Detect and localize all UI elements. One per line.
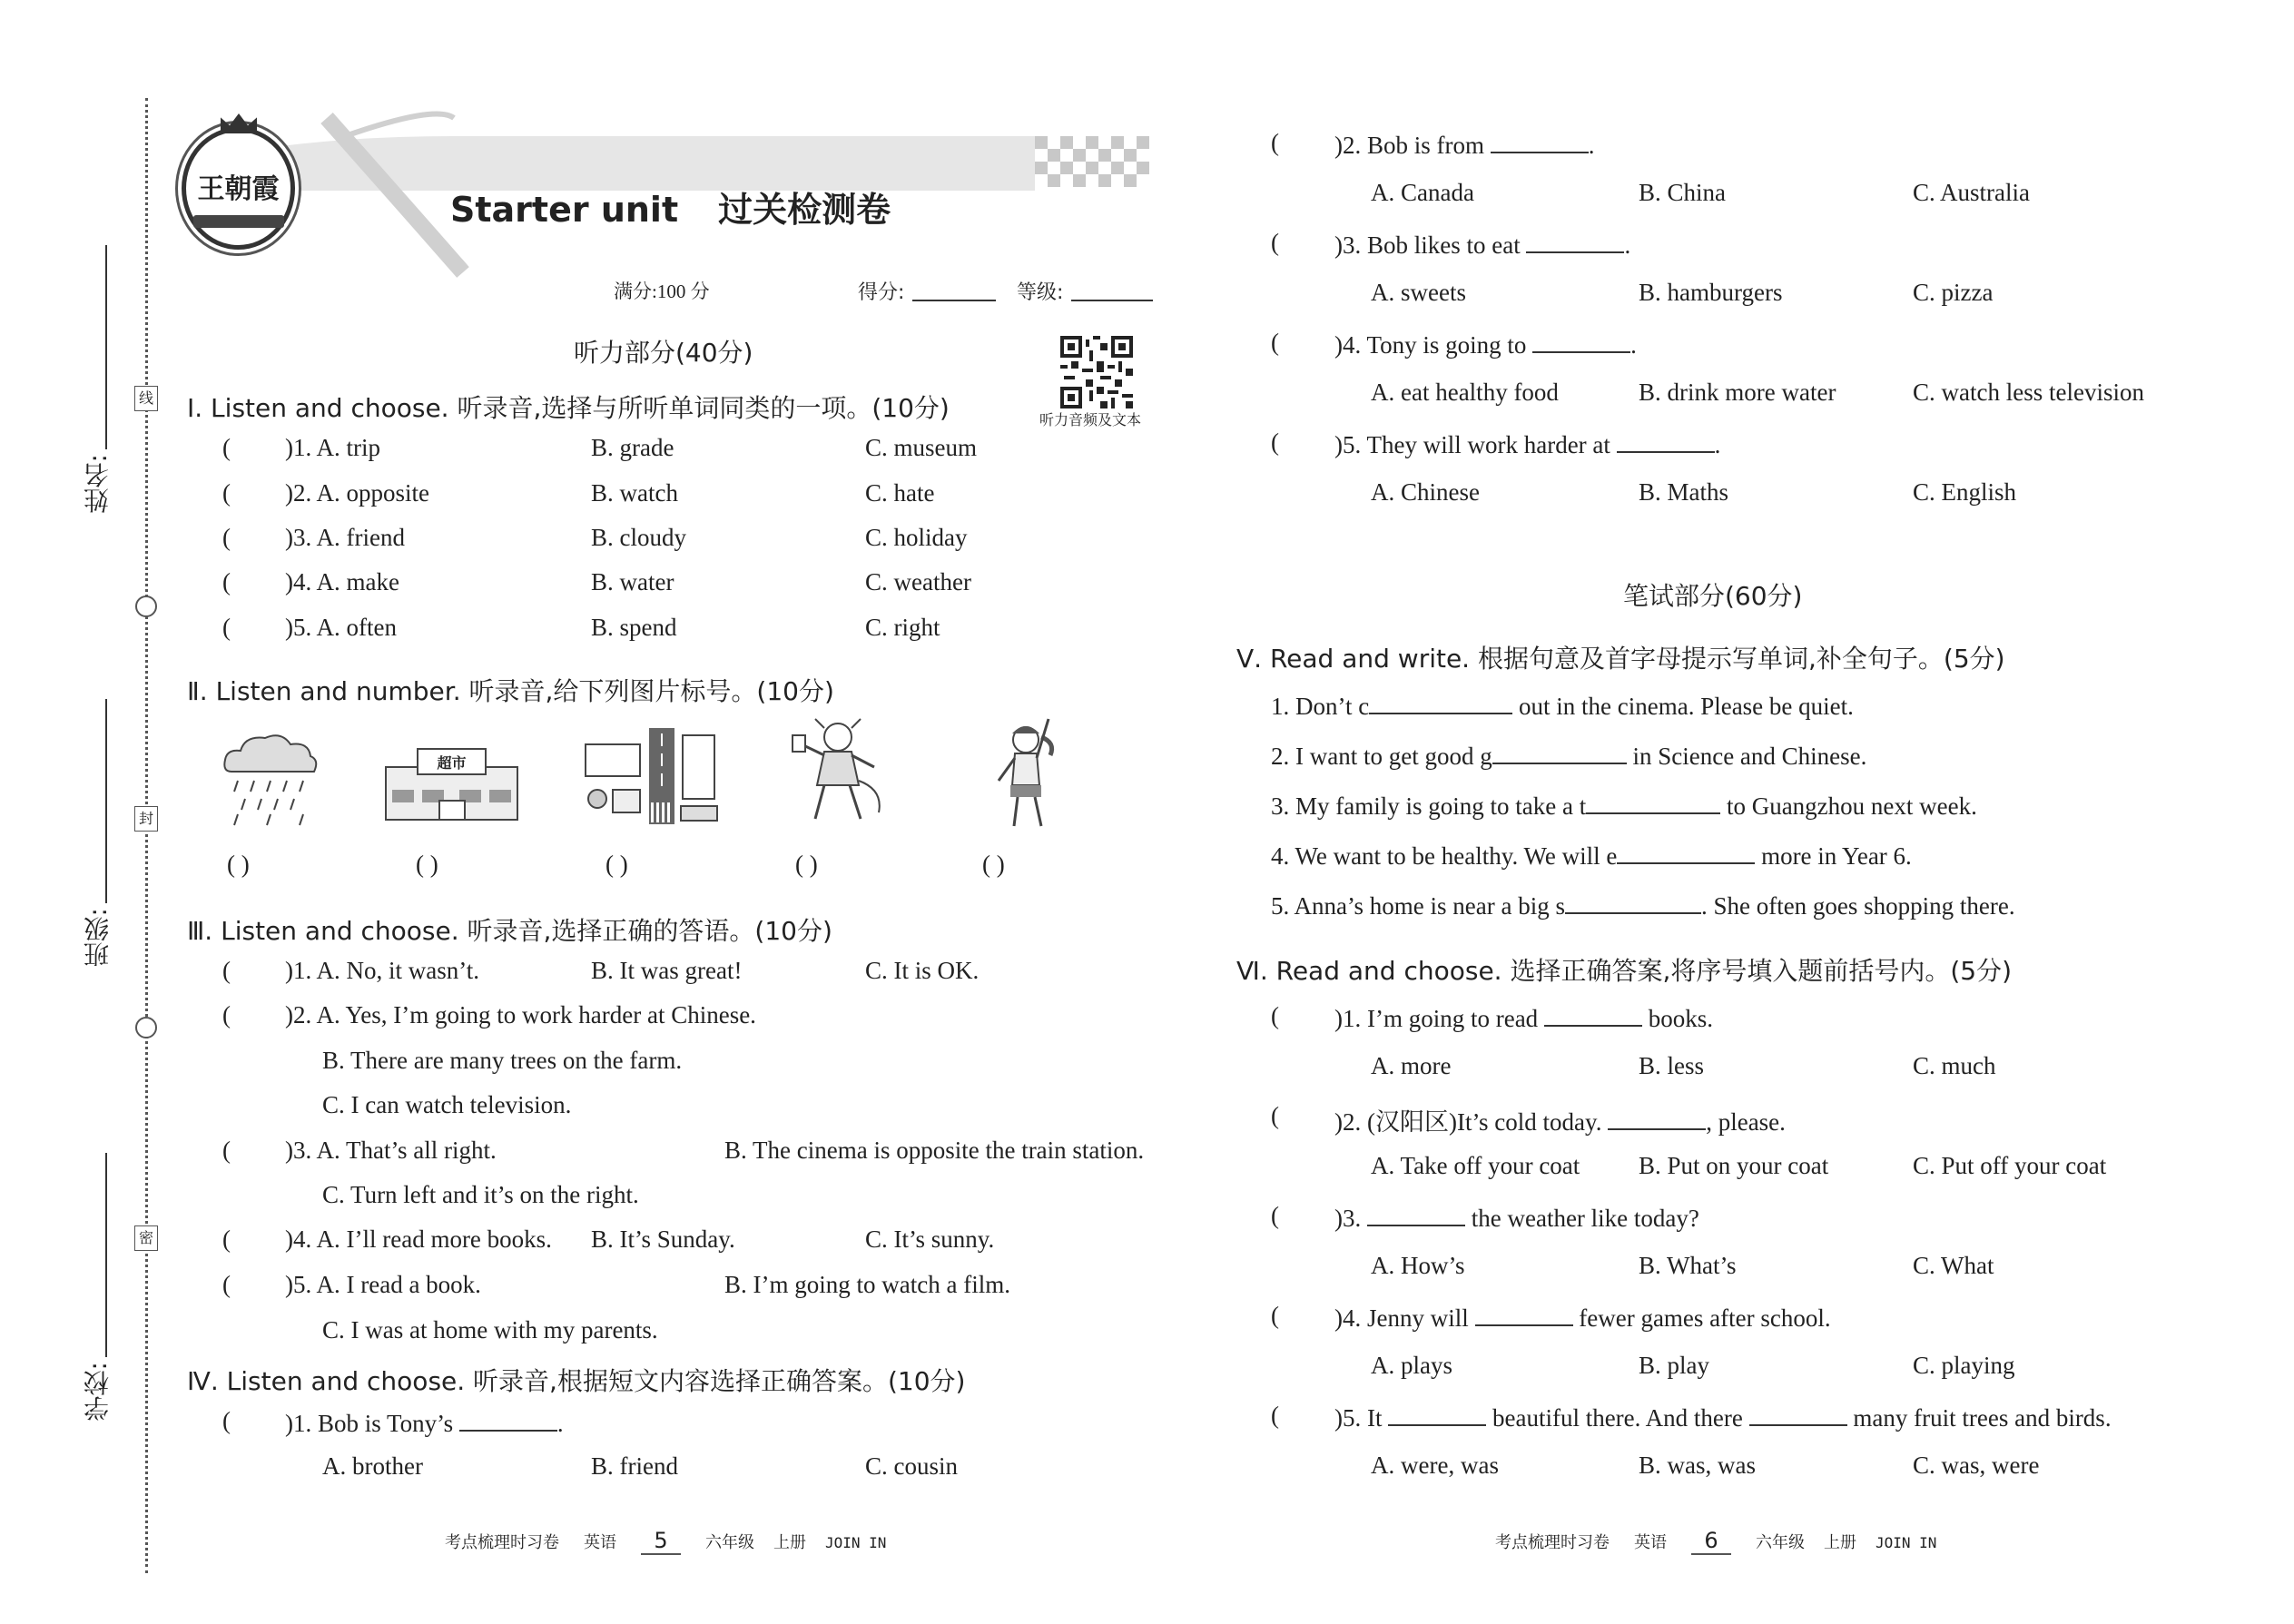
section-2-title: Ⅱ. Listen and number. 听录音,给下列图片标号。(10分)	[187, 676, 834, 706]
s5-q1-blank[interactable]	[1369, 690, 1512, 714]
listening-part-title: 听力部分(40分)	[574, 338, 753, 368]
s3-q2-c: C. I can watch television.	[322, 1091, 572, 1118]
s6-q5-mid: beautiful there. And there	[1492, 1404, 1743, 1432]
footer-series: JOIN IN	[1876, 1534, 1937, 1551]
page-number: 6	[1691, 1528, 1731, 1555]
s6-q2-c: C. Put off your coat	[1913, 1152, 2107, 1179]
s6-q1-post: books.	[1648, 1005, 1713, 1032]
s6-q5-post: many fruit trees and birds.	[1853, 1404, 2112, 1432]
class-field-line[interactable]	[105, 699, 107, 903]
footer-book: 考点梳理时习卷	[1495, 1533, 1610, 1551]
s3-q4-c: C. It’s sunny.	[865, 1225, 995, 1253]
answer-paren[interactable]: (	[222, 1137, 231, 1164]
s6-q2-stem	[1334, 1102, 1786, 1137]
s3-q2-a: )2. A. Yes, I’m going to work harder at Chinese.	[285, 1001, 756, 1029]
picture-street	[581, 726, 722, 826]
footer-right	[1495, 1528, 1936, 1555]
s6-q3-blank[interactable]	[1367, 1202, 1465, 1226]
answer-paren[interactable]: (	[1271, 229, 1279, 256]
s1-q5-b: B. spend	[591, 614, 677, 641]
binding-dotted-line	[145, 98, 148, 1573]
s4-q4-a: A. eat healthy food	[1371, 379, 1559, 406]
s5-q1	[1271, 690, 1854, 721]
s6-q1-c: C. much	[1913, 1052, 1996, 1079]
score-label: 得分:	[858, 281, 905, 304]
s6-q5-blank-1[interactable]	[1388, 1402, 1486, 1426]
score-field[interactable]	[912, 300, 996, 301]
binding-circle-2	[135, 1017, 157, 1038]
s1-q2-b: B. watch	[591, 479, 678, 507]
s5-q5-post: . She often goes shopping there.	[1700, 892, 2015, 920]
cut-mark-seal: 封	[134, 806, 158, 832]
s1-q3-a: )3. A. friend	[285, 524, 405, 551]
answer-paren[interactable]: (	[1271, 428, 1279, 456]
s6-q3-c: C. What	[1913, 1252, 1994, 1279]
full-score: 满分:100 分	[614, 281, 710, 302]
s6-q1-b: B. less	[1639, 1052, 1705, 1079]
s4-q2-stem-text: )2. Bob is from	[1334, 132, 1484, 159]
s6-q1-blank[interactable]	[1544, 1002, 1642, 1027]
s3-q1-a: )1. A. No, it wasn’t.	[285, 957, 479, 984]
s6-q3-pre: )3.	[1334, 1205, 1362, 1232]
answer-paren[interactable]: (	[222, 1271, 231, 1298]
name-field-line[interactable]	[105, 245, 107, 449]
logo-ribbon	[193, 215, 284, 228]
s4-q4-end: .	[1630, 331, 1637, 359]
s4-q5-c: C. English	[1913, 478, 2017, 506]
s6-q4-stem	[1334, 1302, 1831, 1333]
s6-q5-c: C. was, were	[1913, 1452, 2040, 1479]
s4-q2-blank[interactable]	[1491, 129, 1589, 153]
s4-q5-b: B. Maths	[1639, 478, 1729, 506]
picture-3-blank[interactable]: ( )	[605, 851, 628, 878]
s6-q4-b: B. play	[1639, 1352, 1709, 1379]
footer-volume: 上册	[1824, 1533, 1856, 1551]
s1-q4-b: B. water	[591, 568, 674, 595]
title-cn: 过关检测卷	[718, 190, 891, 230]
s4-q4-c: C. watch less television	[1913, 379, 2144, 406]
s4-q2-stem	[1334, 129, 1595, 160]
name-label: 姓名:	[83, 454, 113, 514]
footer-subject: 英语	[1634, 1533, 1667, 1551]
s1-q1-a: )1. A. trip	[285, 434, 380, 461]
cut-mark-line: 线	[134, 386, 158, 411]
s3-q4-a: )4. A. I’ll read more books.	[285, 1225, 552, 1253]
answer-paren[interactable]: (	[1271, 1302, 1279, 1329]
s4-q5-stem-text: )5. They will work harder at	[1334, 431, 1610, 458]
s4-q2-c: C. Australia	[1913, 179, 2030, 206]
s6-q3-b: B. What’s	[1639, 1252, 1737, 1279]
s4-q4-stem-text: )4. Tony is going to	[1334, 331, 1527, 359]
writing-part-title: 笔试部分(60分)	[1623, 581, 1803, 611]
s5-q1-post: out in the cinema. Please be quiet.	[1519, 693, 1854, 720]
s3-q5-a: )5. A. I read a book.	[285, 1271, 481, 1298]
s6-q4-a: A. plays	[1371, 1352, 1452, 1379]
s6-q5-stem	[1334, 1402, 2112, 1432]
answer-paren[interactable]: (	[222, 614, 231, 641]
answer-paren[interactable]: (	[1271, 329, 1279, 356]
answer-paren[interactable]: (	[222, 479, 231, 507]
s5-q3-post: to Guangzhou next week.	[1726, 792, 1977, 820]
s3-q3-c: C. Turn left and it’s on the right.	[322, 1181, 639, 1208]
s4-q1-stem	[285, 1407, 564, 1438]
s3-q2-b: B. There are many trees on the farm.	[322, 1047, 683, 1074]
binding-circle-1	[135, 595, 157, 617]
s5-q5-pre: 5. Anna’s home is near a big s	[1271, 892, 1565, 920]
s1-q5-a: )5. A. often	[285, 614, 397, 641]
s5-q4-post: more in Year 6.	[1761, 842, 1912, 870]
answer-paren[interactable]: (	[1271, 129, 1279, 156]
s4-q1-b: B. friend	[591, 1452, 678, 1480]
s5-q2-post: in Science and Chinese.	[1632, 743, 1867, 770]
s6-q5-b: B. was, was	[1639, 1452, 1756, 1479]
qr-caption: 听力音频及文本	[1039, 413, 1142, 428]
s1-q1-c: C. museum	[865, 434, 978, 461]
school-label: 学校:	[83, 1362, 113, 1422]
footer-volume: 上册	[773, 1533, 806, 1551]
footer-book: 考点梳理时习卷	[445, 1533, 559, 1551]
answer-paren[interactable]: (	[1271, 1002, 1279, 1029]
s6-q3-post: the weather like today?	[1471, 1205, 1699, 1232]
s6-q3-a: A. How’s	[1371, 1252, 1465, 1279]
answer-paren[interactable]: (	[222, 568, 231, 595]
picture-5-blank[interactable]: ( )	[982, 851, 1005, 878]
s4-q3-end: .	[1624, 231, 1631, 259]
page-title	[450, 182, 891, 231]
s5-q4	[1271, 840, 1912, 871]
s1-q3-c: C. holiday	[865, 524, 968, 551]
s1-q2-a: )2. A. opposite	[285, 479, 429, 507]
s6-q5-blank-2[interactable]	[1749, 1402, 1847, 1426]
s4-q1-end: .	[556, 1410, 564, 1437]
s1-q1-b: B. grade	[591, 434, 674, 461]
section-1-title: Ⅰ. Listen and choose. 听录音,选择与所听单词同类的一项。(10分)	[187, 393, 950, 423]
picture-2-blank[interactable]: ( )	[416, 851, 438, 878]
s6-q2-pre: )2. (汉阳区)It’s cold today.	[1334, 1108, 1602, 1136]
s6-q1-a: A. more	[1371, 1052, 1452, 1079]
s5-q3-blank[interactable]	[1586, 790, 1720, 814]
s6-q4-pre: )4. Jenny will	[1334, 1304, 1469, 1332]
footer-left	[445, 1528, 886, 1555]
s4-q1-stem-text: )1. Bob is Tony’s	[285, 1410, 454, 1437]
answer-paren[interactable]: (	[222, 957, 231, 984]
s4-q2-end: .	[1588, 132, 1595, 159]
s4-q2-b: B. China	[1639, 179, 1727, 206]
s5-q2	[1271, 740, 1866, 771]
answer-paren[interactable]: (	[1271, 1402, 1279, 1429]
answer-paren[interactable]: (	[222, 434, 231, 461]
answer-paren[interactable]: (	[1271, 1102, 1279, 1129]
s4-q1-a: A. brother	[322, 1452, 423, 1480]
s5-q5	[1271, 890, 2015, 920]
picture-4-blank[interactable]: ( )	[795, 851, 818, 878]
title-en: Starter unit	[450, 190, 679, 230]
s1-q5-c: C. right	[865, 614, 940, 641]
s4-q3-a: A. sweets	[1371, 279, 1466, 306]
s6-q4-post: fewer games after school.	[1579, 1304, 1831, 1332]
class-label: 班级:	[83, 908, 113, 968]
s4-q1-c: C. cousin	[865, 1452, 959, 1480]
answer-paren[interactable]: (	[222, 1407, 231, 1434]
s6-q1-pre: )1. I’m going to read	[1334, 1005, 1539, 1032]
s5-q2-pre: 2. I want to get good g	[1271, 743, 1492, 770]
answer-paren[interactable]: (	[1271, 1202, 1279, 1229]
s6-q5-a: A. were, was	[1371, 1452, 1499, 1479]
picture-girl-exercising	[985, 717, 1067, 831]
s6-q5-pre: )5. It	[1334, 1404, 1383, 1432]
s4-q3-stem-text: )3. Bob likes to eat	[1334, 231, 1521, 259]
s4-q2-a: A. Canada	[1371, 179, 1474, 206]
footer-grade: 六年级	[1756, 1533, 1805, 1551]
page-number: 5	[641, 1528, 681, 1555]
s4-q5-stem	[1334, 428, 1720, 459]
s6-q2-post: , please.	[1706, 1108, 1786, 1136]
answer-paren[interactable]: (	[222, 1225, 231, 1253]
s3-q5-c: C. I was at home with my parents.	[322, 1316, 658, 1343]
section-6-title: Ⅵ. Read and choose. 选择正确答案,将序号填入题前括号内。(5分)	[1236, 956, 2013, 986]
s6-q4-blank[interactable]	[1475, 1302, 1573, 1326]
section-4-title: Ⅳ. Listen and choose. 听录音,根据短文内容选择正确答案。(10分)	[187, 1366, 966, 1396]
s6-q2-b: B. Put on your coat	[1639, 1152, 1829, 1179]
s3-q1-c: C. It is OK.	[865, 957, 980, 984]
brand-logo	[182, 127, 295, 250]
logo-text: 王朝霞	[197, 174, 280, 204]
footer-series: JOIN IN	[825, 1534, 887, 1551]
s4-q4-blank[interactable]	[1532, 329, 1630, 353]
s5-q3-pre: 3. My family is going to take a t	[1271, 792, 1587, 820]
s6-q1-stem	[1334, 1002, 1713, 1033]
s4-q4-stem	[1334, 329, 1637, 359]
s5-q4-pre: 4. We want to be healthy. We will e	[1271, 842, 1618, 870]
footer-subject: 英语	[584, 1533, 616, 1551]
section-5-title: Ⅴ. Read and write. 根据句意及首字母提示写单词,补全句子。(5分)	[1236, 644, 2005, 674]
s1-q4-a: )4. A. make	[285, 568, 399, 595]
cut-mark-secret: 密	[134, 1225, 158, 1251]
picture-monkey-king	[788, 717, 892, 826]
s6-q3-stem	[1334, 1202, 1699, 1233]
s1-q3-b: B. cloudy	[591, 524, 686, 551]
s4-q4-b: B. drink more water	[1639, 379, 1836, 406]
s4-q3-b: B. hamburgers	[1639, 279, 1783, 306]
s5-q2-blank[interactable]	[1492, 740, 1627, 764]
s4-q5-end: .	[1714, 431, 1721, 458]
s1-q2-c: C. hate	[865, 479, 935, 507]
school-field-line[interactable]	[105, 1153, 107, 1357]
s5-q1-pre: 1. Don’t c	[1271, 693, 1370, 720]
supermarket-sign: 超市	[437, 754, 467, 772]
grade-label: 等级:	[1017, 281, 1064, 304]
footer-grade: 六年级	[705, 1533, 754, 1551]
s3-q5-b: B. I’m going to watch a film.	[724, 1271, 1010, 1298]
s5-q5-blank[interactable]	[1565, 890, 1701, 914]
picture-1-blank[interactable]: ( )	[227, 851, 250, 878]
s4-q3-c: C. pizza	[1913, 279, 1994, 306]
s6-q4-c: C. playing	[1913, 1352, 2015, 1379]
s5-q3	[1271, 790, 1977, 821]
s3-q3-a: )3. A. That’s all right.	[285, 1137, 497, 1164]
s6-q2-a: A. Take off your coat	[1371, 1152, 1580, 1179]
s6-q2-blank[interactable]	[1608, 1106, 1706, 1130]
s4-q1-blank[interactable]	[459, 1407, 557, 1432]
s3-q3-b: B. The cinema is opposite the train station.	[724, 1137, 1145, 1164]
s3-q1-b: B. It was great!	[591, 957, 743, 984]
grade-field[interactable]	[1071, 300, 1153, 301]
s5-q4-blank[interactable]	[1617, 840, 1755, 864]
s4-q5-blank[interactable]	[1617, 428, 1715, 453]
s4-q3-stem	[1334, 229, 1630, 260]
answer-paren[interactable]: (	[222, 1001, 231, 1029]
picture-supermarket	[381, 744, 522, 822]
qr-code[interactable]	[1060, 336, 1133, 408]
section-3-title: Ⅲ. Listen and choose. 听录音,选择正确的答语。(10分)	[187, 916, 832, 946]
picture-rain	[218, 731, 322, 826]
s4-q3-blank[interactable]	[1526, 229, 1624, 253]
s3-q4-b: B. It’s Sunday.	[591, 1225, 735, 1253]
s4-q5-a: A. Chinese	[1371, 478, 1480, 506]
s1-q4-c: C. weather	[865, 568, 971, 595]
answer-paren[interactable]: (	[222, 524, 231, 551]
